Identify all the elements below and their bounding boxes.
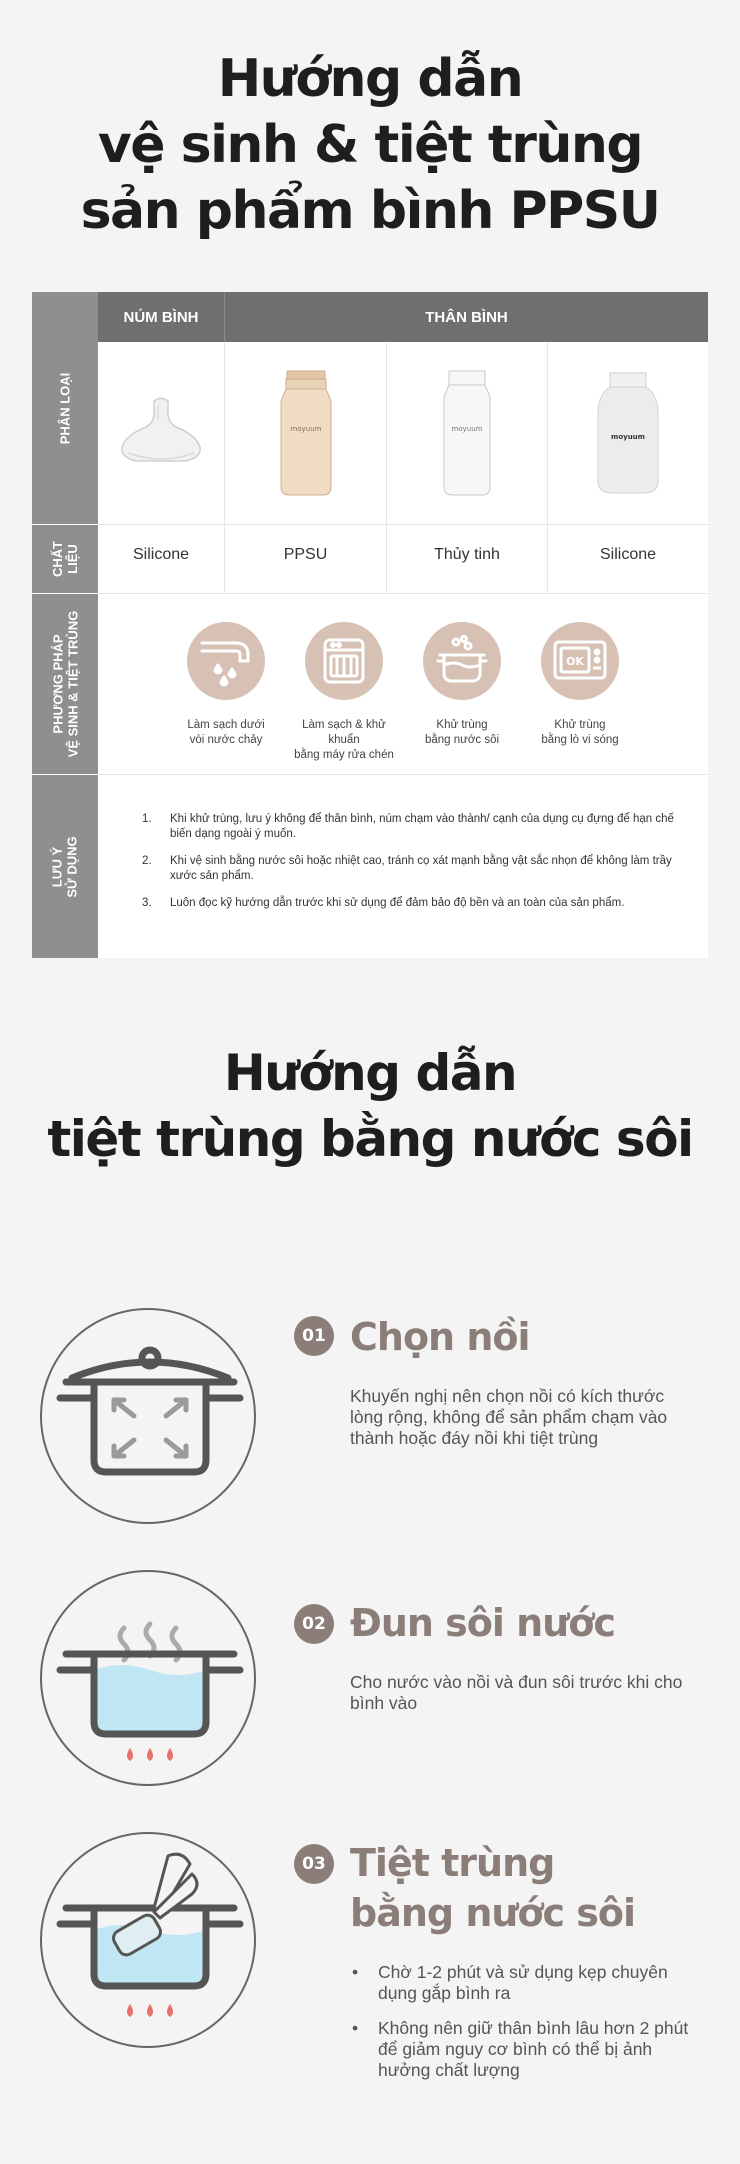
list-item — [142, 812, 682, 842]
boiling-pot-icon — [423, 622, 501, 700]
method-label: Làm sạch & khử khuẩn — [302, 719, 386, 746]
method-label: vòi nước chảy — [189, 734, 263, 746]
brand-logo: moyuum — [611, 433, 645, 441]
bullet-text: Không nên giữ thân bình lâu hơn 2 phút để giảm nguy cơ bình có thể bị ảnh hưởng chất lượng — [378, 2018, 689, 2080]
note-text: Khi khử trùng, lưu ý không để thân bình, núm chạm vào thành/ cạnh của dụng cụ đựng để hạn chế biến dạng ngoài ý muốn. — [170, 813, 674, 840]
list-item — [142, 896, 682, 911]
step-description: Khuyến nghị nên chọn nồi có kích thước lòng rộng, không để sản phẩm chạm vào thành hoặc đáy nồi khi tiệt trùng — [350, 1386, 668, 1448]
microwave-icon — [541, 622, 619, 700]
care-table — [32, 292, 708, 958]
column-header-body: THÂN BÌNH — [225, 292, 708, 342]
title-line: Hướng dẫn — [223, 1044, 517, 1102]
step-bullets — [352, 1962, 692, 2095]
glass-bottle-image — [387, 342, 547, 524]
row-header-label — [50, 611, 80, 758]
row-header-line: CHẤT — [49, 540, 65, 578]
row-header-line: SỬ DỤNG — [65, 835, 80, 898]
note-text: Khi vệ sinh bằng nước sôi hoặc nhiệt cao, tránh cọ xát mạnh bằng vật sắc nhọn để không làm trầy xước sản phẩm. — [170, 855, 672, 882]
row-header-label — [50, 836, 80, 897]
step-title: Đun sôi nước — [350, 1601, 615, 1645]
row-header-method — [32, 594, 98, 774]
step-title: Chọn nồi — [350, 1315, 530, 1359]
material-cell: PPSU — [283, 546, 328, 563]
method-item — [176, 622, 276, 748]
row-header-line: LƯU Ý — [50, 846, 65, 887]
material-cell: Thủy tinh — [434, 546, 500, 563]
method-item — [412, 622, 512, 748]
page-title — [0, 46, 740, 244]
brand-logo: moyuum — [290, 425, 321, 433]
method-item — [530, 622, 630, 748]
bullet-dot: • — [352, 1962, 359, 1982]
pot-icon — [40, 1308, 256, 1524]
method-item — [294, 622, 394, 763]
step-number-badge: 01 — [294, 1316, 334, 1356]
method-label: bằng máy rửa chén — [294, 749, 394, 761]
row-header-line: PHƯƠNG PHÁP — [50, 634, 65, 734]
list-item — [142, 854, 682, 884]
section-title — [0, 1040, 740, 1172]
step-title-line: Tiệt trùng — [350, 1841, 555, 1885]
step-number-badge: 02 — [294, 1604, 334, 1644]
tongs-sterilize-icon — [40, 1832, 256, 2048]
ppsu-bottle-image — [225, 342, 386, 524]
method-label: Khử trùng — [436, 719, 488, 731]
usage-notes — [142, 812, 682, 923]
row-header-label: PHÂN LOẠI — [57, 372, 73, 444]
title-line: tiệt trùng bằng nước sôi — [47, 1110, 693, 1168]
step-title — [350, 1838, 635, 1938]
list-item — [352, 2018, 692, 2081]
step-description: Cho nước vào nồi và đun sôi trước khi cho bình vào — [350, 1672, 683, 1713]
title-line: sản phẩm bình PPSU — [80, 181, 660, 241]
row-header-material — [32, 525, 98, 593]
material-cell: Silicone — [599, 546, 657, 563]
note-number: 2. — [142, 855, 152, 867]
row-header-note — [32, 775, 98, 958]
divider — [98, 774, 708, 775]
title-line: vệ sinh & tiệt trùng — [97, 115, 643, 175]
method-label: Làm sạch dưới — [187, 719, 265, 731]
title-line: Hướng dẫn — [217, 49, 523, 109]
bullet-dot: • — [352, 2018, 359, 2038]
step-number-badge: 03 — [294, 1844, 334, 1884]
faucet-icon — [187, 622, 265, 700]
material-cell: Silicone — [132, 546, 190, 563]
row-header-type — [32, 292, 98, 524]
dishwasher-icon — [305, 622, 383, 700]
method-label: bằng nước sôi — [424, 734, 500, 746]
brand-logo: moyuum — [451, 425, 483, 433]
method-label: Khử trùng — [554, 719, 606, 731]
row-header-line: LIỆU — [64, 544, 80, 574]
note-number: 1. — [142, 813, 152, 825]
method-label: bằng lò vi sóng — [541, 734, 619, 746]
row-header-line: VỆ SINH & TIỆT TRÙNG — [65, 610, 80, 758]
step-title-line: bằng nước sôi — [350, 1891, 636, 1935]
column-header-nipple: NÚM BÌNH — [98, 292, 225, 342]
row-header-label — [50, 541, 80, 577]
silicone-bottle-image — [548, 342, 708, 524]
list-item — [352, 1962, 692, 2004]
note-number: 3. — [142, 897, 152, 909]
divider — [98, 593, 708, 594]
note-text: Luôn đọc kỹ hướng dẫn trước khi sử dụng để đảm bảo độ bền và an toàn của sản phẩm. — [170, 897, 625, 909]
microwave-ok-text: OK — [566, 655, 584, 668]
bullet-text: Chờ 1-2 phút và sử dụng kẹp chuyên dụng gắp bình ra — [378, 1962, 668, 2003]
nipple-image — [98, 342, 224, 524]
boiling-water-icon — [40, 1570, 256, 1786]
